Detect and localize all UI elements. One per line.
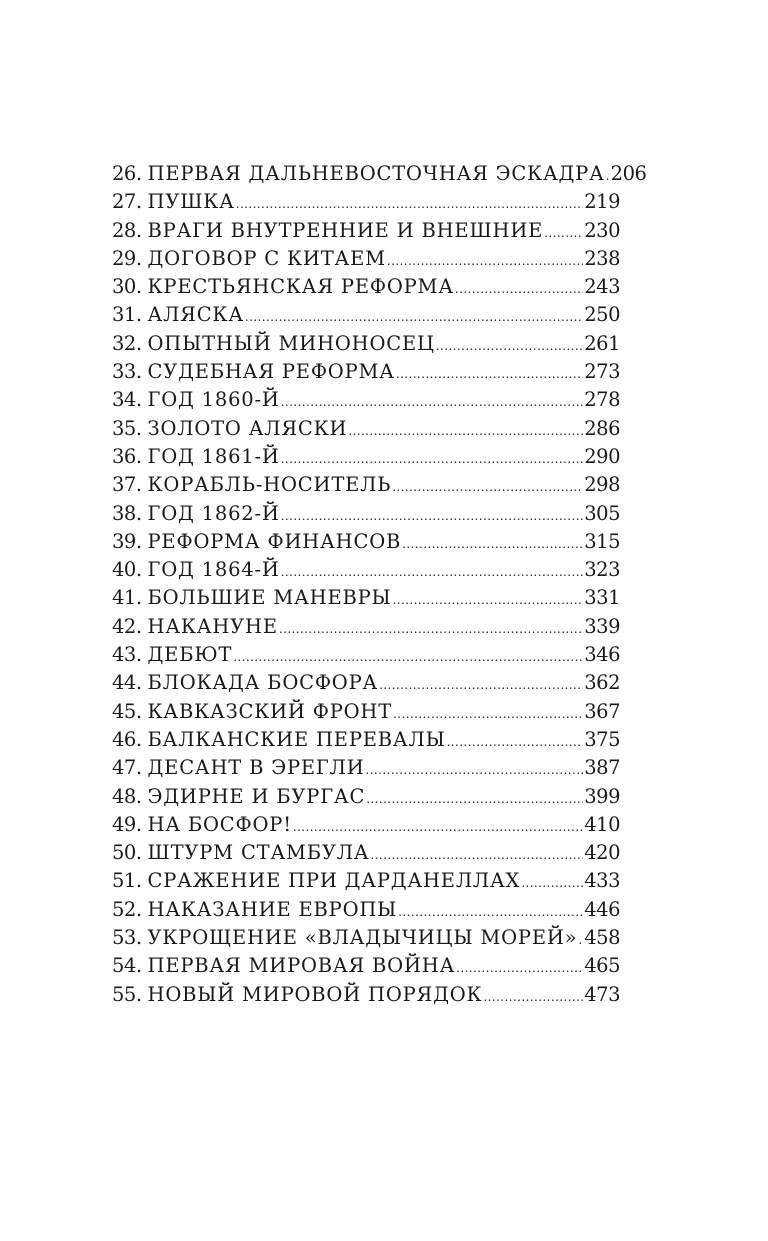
chapter-number: 43. [112, 643, 142, 667]
chapter-number: 26. [112, 162, 142, 185]
chapter-number: 40. [112, 558, 142, 582]
chapter-title: НА БОСФОР! [147, 812, 292, 836]
toc-entry [112, 896, 620, 924]
toc-entry [112, 528, 620, 556]
chapter-title: ДЕБЮТ [147, 643, 233, 667]
chapter-number: 28. [112, 218, 142, 242]
dot-leader [436, 332, 583, 360]
toc-entry [112, 584, 620, 612]
dot-leader [233, 643, 583, 671]
toc-entry [112, 811, 620, 839]
chapter-title: ДЕСАНТ В ЭРЕГЛИ [147, 756, 365, 780]
toc-entry [112, 698, 620, 726]
page-number: 465 [584, 954, 620, 978]
dot-leader [398, 898, 583, 926]
page-number: 206 [610, 162, 647, 185]
toc-entry [112, 245, 620, 273]
dot-leader [245, 303, 583, 331]
dot-leader [370, 841, 583, 869]
chapter-title: ГОД 1861-Й [147, 444, 280, 468]
chapter-title: ВРАГИ ВНУТРЕННИЕ И ВНЕШНИЕ [147, 218, 544, 242]
chapter-number: 53. [112, 926, 142, 950]
dot-leader [578, 926, 583, 954]
chapter-title: БЛОКАДА БОСФОРА [147, 671, 379, 695]
chapter-number: 44. [112, 671, 142, 695]
page-number: 286 [584, 416, 620, 440]
page-number: 433 [584, 869, 620, 893]
toc-entry [112, 500, 620, 528]
toc-entry [112, 726, 620, 754]
toc-entry [112, 981, 620, 1009]
toc-entry [112, 867, 620, 895]
chapter-title: ЗОЛОТО АЛЯСКИ [147, 416, 348, 440]
dot-leader [393, 586, 584, 614]
dot-leader [456, 954, 583, 982]
toc-entry [112, 301, 620, 329]
chapter-title: СРАЖЕНИЕ ПРИ ДАРДАНЕЛЛАХ [147, 869, 521, 893]
dot-leader [483, 983, 583, 1011]
dot-leader [455, 275, 583, 303]
toc-entry [112, 754, 620, 782]
toc-entry [112, 273, 620, 301]
page-number: 367 [584, 699, 620, 723]
toc-entry [112, 386, 620, 414]
chapter-number: 54. [112, 954, 142, 978]
chapter-title: КРЕСТЬЯНСКАЯ РЕФОРМА [147, 275, 454, 299]
dot-leader [392, 473, 583, 501]
page-number: 473 [584, 982, 620, 1006]
dot-leader [279, 615, 583, 643]
page-number: 339 [584, 614, 620, 638]
chapter-title: БАЛКАНСКИЕ ПЕРЕВАЛЫ [147, 727, 446, 751]
dot-leader [379, 671, 583, 699]
toc-entry [112, 613, 620, 641]
chapter-number: 29. [112, 246, 142, 270]
chapter-title: ЭДИРНЕ И БУРГАС [147, 784, 366, 808]
page-number: 458 [584, 926, 620, 950]
chapter-number: 30. [112, 275, 142, 299]
chapter-number: 55. [112, 982, 142, 1006]
dot-leader [606, 162, 610, 190]
dot-leader [236, 190, 584, 218]
chapter-number: 42. [112, 614, 142, 638]
chapter-number: 50. [112, 841, 142, 865]
chapter-number: 35. [112, 416, 142, 440]
page-number: 219 [584, 190, 620, 214]
chapter-title: АЛЯСКА [147, 303, 244, 327]
page-number: 238 [584, 246, 620, 270]
chapter-title: ГОД 1862-Й [147, 501, 280, 525]
chapter-number: 45. [112, 699, 142, 723]
page-number: 375 [584, 727, 620, 751]
page-number: 446 [584, 897, 620, 921]
chapter-number: 37. [112, 473, 142, 497]
chapter-number: 47. [112, 756, 142, 780]
dot-leader [348, 417, 583, 445]
toc-entry [112, 952, 620, 980]
dot-leader [387, 247, 583, 275]
chapter-number: 49. [112, 812, 142, 836]
page-number: 346 [584, 643, 620, 667]
chapter-number: 38. [112, 501, 142, 525]
chapter-number: 51. [112, 869, 142, 893]
dot-leader [366, 756, 584, 784]
toc-entry [112, 358, 620, 386]
chapter-number: 41. [112, 586, 142, 610]
chapter-title: КОРАБЛЬ-НОСИТЕЛЬ [147, 473, 392, 497]
dot-leader [393, 700, 583, 728]
dot-leader [293, 813, 583, 841]
page-number: 323 [584, 558, 620, 582]
page-number: 305 [584, 501, 620, 525]
toc-entry [112, 839, 620, 867]
chapter-title: НОВЫЙ МИРОВОЙ ПОРЯДОК [147, 982, 483, 1006]
page-number: 278 [584, 388, 620, 412]
chapter-number: 34. [112, 388, 142, 412]
toc-entry [112, 669, 620, 697]
chapter-number: 48. [112, 784, 142, 808]
toc-entry [112, 783, 620, 811]
toc-entry [112, 471, 620, 499]
page-number: 250 [584, 303, 620, 327]
dot-leader [521, 869, 583, 897]
page-number: 399 [584, 784, 620, 808]
chapter-number: 39. [112, 529, 142, 553]
dot-leader [544, 219, 583, 247]
page-number: 243 [584, 275, 620, 299]
chapter-number: 36. [112, 444, 142, 468]
page-number: 387 [584, 756, 620, 780]
chapter-title: ДОГОВОР С КИТАЕМ [147, 246, 386, 270]
chapter-title: НАКАЗАНИЕ ЕВРОПЫ [147, 897, 398, 921]
toc-entry [112, 160, 647, 188]
chapter-title: БОЛЬШИЕ МАНЕВРЫ [147, 586, 392, 610]
page-number: 273 [584, 360, 620, 384]
toc-entry [112, 556, 620, 584]
toc-entry [112, 443, 620, 471]
chapter-title: РЕФОРМА ФИНАНСОВ [147, 529, 402, 553]
page-number: 298 [584, 473, 620, 497]
toc-entry [112, 217, 620, 245]
chapter-number: 46. [112, 727, 142, 751]
chapter-number: 52. [112, 897, 142, 921]
table-of-contents [112, 160, 647, 1009]
dot-leader [281, 388, 584, 416]
chapter-number: 27. [112, 190, 142, 214]
toc-entry [112, 641, 620, 669]
dot-leader [396, 360, 583, 388]
page-number: 261 [584, 331, 620, 355]
chapter-title: ШТУРМ СТАМБУЛА [147, 841, 370, 865]
chapter-number: 33. [112, 360, 142, 384]
page-number: 331 [584, 586, 620, 610]
dot-leader [281, 445, 584, 473]
page-number: 230 [584, 218, 620, 242]
toc-entry [112, 415, 620, 443]
dot-leader [447, 728, 584, 756]
dot-leader [281, 502, 584, 530]
toc-entry [112, 330, 620, 358]
dot-leader [281, 558, 584, 586]
chapter-title: ПУШКА [147, 190, 235, 214]
page-number: 420 [584, 841, 620, 865]
page-number: 410 [584, 812, 620, 836]
chapter-title: ПЕРВАЯ МИРОВАЯ ВОЙНА [147, 954, 456, 978]
page-number: 362 [584, 671, 620, 695]
chapter-title: ГОД 1864-Й [147, 558, 280, 582]
dot-leader [402, 530, 583, 558]
toc-entry [112, 924, 620, 952]
chapter-title: НАКАНУНЕ [147, 614, 278, 638]
toc-entry [112, 188, 620, 216]
chapter-title: ОПЫТНЫЙ МИНОНОСЕЦ [147, 331, 435, 355]
chapter-title: СУДЕБНАЯ РЕФОРМА [147, 360, 395, 384]
page-number: 315 [584, 529, 620, 553]
chapter-number: 31. [112, 303, 142, 327]
chapter-title: ПЕРВАЯ ДАЛЬНЕВОСТОЧНАЯ ЭСКАДРА [147, 162, 605, 185]
chapter-title: УКРОЩЕНИЕ «ВЛАДЫЧИЦЫ МОРЕЙ» [147, 926, 578, 950]
dot-leader [366, 785, 583, 813]
chapter-number: 32. [112, 331, 142, 355]
chapter-title: КАВКАЗСКИЙ ФРОНТ [147, 699, 393, 723]
page-number: 290 [584, 444, 620, 468]
chapter-title: ГОД 1860-Й [147, 388, 280, 412]
